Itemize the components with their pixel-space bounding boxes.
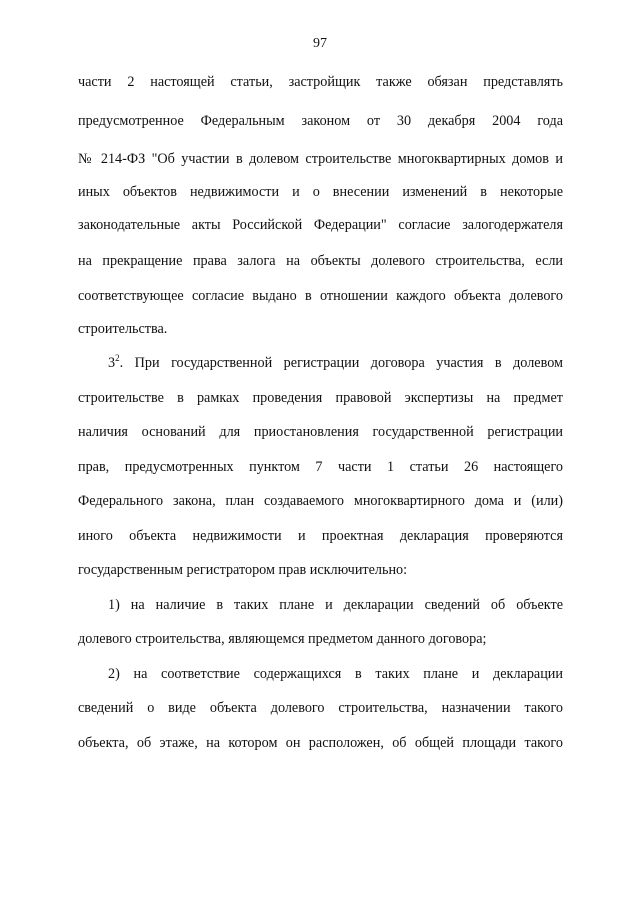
text-line: соответствующее согласие выдано в отношении каждого объекта долевого — [78, 288, 563, 304]
text-line: иных объектов недвижимости и о внесении изменений в некоторые — [78, 184, 563, 200]
text-line: Федерального закона, план создаваемого многоквартирного дома и (или) — [78, 493, 563, 509]
text-line: государственным регистратором прав исключительно: — [78, 562, 408, 578]
text-line: законодательные акты Российской Федерации" согласие залогодержателя — [78, 217, 563, 233]
text-line: прав, предусмотренных пунктом 7 части 1 статьи 26 настоящего — [78, 459, 563, 475]
text-line: предусмотренное Федеральным законом от 30 декабря 2004 года — [78, 113, 563, 129]
paragraph-number-superscript: 2 — [115, 353, 120, 363]
paragraph-first-line — [108, 353, 563, 373]
text-line: на прекращение права залога на объекты долевого строительства, если — [78, 253, 563, 269]
list-item-line: сведений о виде объекта долевого строительства, назначении такого — [78, 700, 563, 716]
text-line: иного объекта недвижимости и проектная декларация проверяются — [78, 528, 563, 544]
text-line: строительстве в рамках проведения правовой экспертизы на предмет — [78, 390, 563, 406]
list-item-line: долевого строительства, являющемся предметом данного договора; — [78, 631, 487, 647]
paragraph-first-line-text: . При государственной регистрации договора участия в долевом — [119, 355, 563, 371]
text-line: строительства. — [78, 321, 168, 337]
text-line: части 2 настоящей статьи, застройщик также обязан представлять — [78, 74, 563, 90]
paragraph-number: 3 — [108, 355, 116, 371]
list-item-line: 1) на наличие в таких плане и декларации сведений об объекте — [108, 597, 563, 613]
page-number: 97 — [313, 36, 327, 51]
list-item-line: объекта, об этаже, на котором он расположен, об общей площади такого — [78, 735, 563, 751]
list-item-line: 2) на соответствие содержащихся в таких плане и декларации — [108, 666, 563, 682]
text-line: № 214-ФЗ "Об участии в долевом строительстве многоквартирных домов и — [78, 151, 563, 167]
text-line: наличия оснований для приостановления государственной регистрации — [78, 424, 563, 440]
